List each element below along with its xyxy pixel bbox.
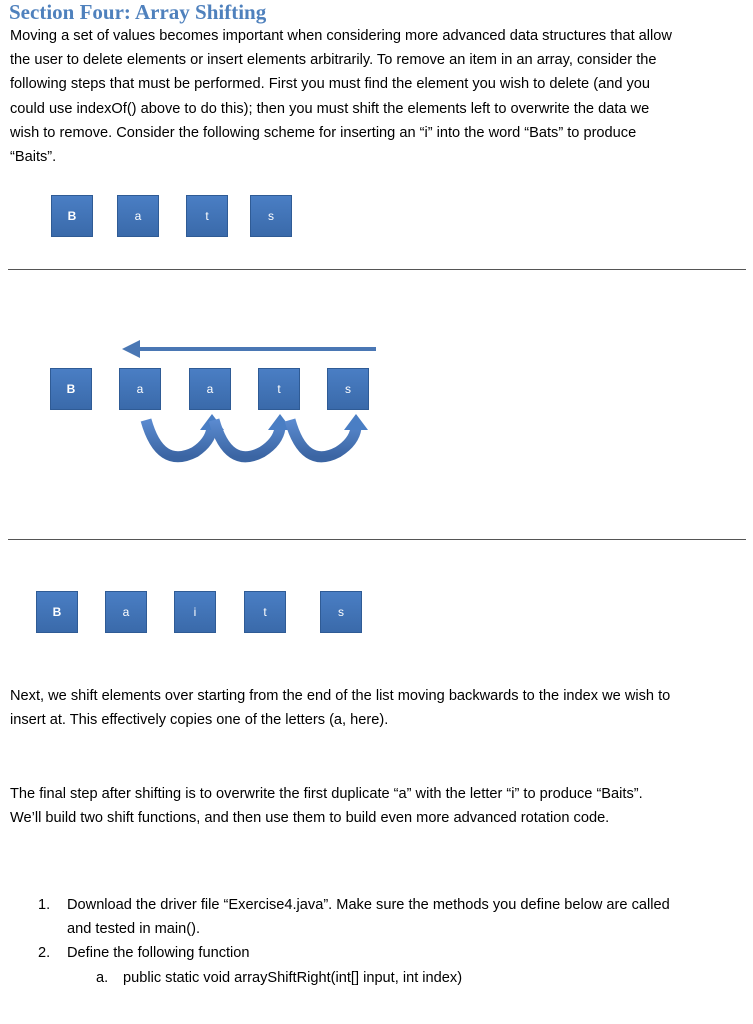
array-cell: s (327, 368, 369, 410)
function-signature: public static void arrayShiftRight(int[] input, int index) (123, 970, 463, 986)
curved-arrow-icon (214, 414, 292, 457)
array-cell: B (50, 368, 92, 410)
array-cell: a (189, 368, 231, 410)
left-arrow-icon (122, 340, 376, 358)
list-item-text: Define the following function (67, 945, 250, 961)
intro-line: Moving a set of values becomes important when considering more advanced data structures that allow (10, 28, 672, 44)
array-cell: s (320, 591, 362, 633)
shift-paragraph (10, 684, 745, 732)
intro-line: wish to remove. Consider the following scheme for inserting an “i” into the word “Bats” to produce (10, 124, 637, 141)
sublist-letter: a. (96, 970, 109, 986)
intro-line: “Baits”. (10, 149, 57, 166)
array-cell: a (105, 591, 147, 633)
paragraph-line: We’ll build two shift functions, and then use them to build even more advanced rotation code. (10, 810, 610, 827)
list-number: 1. (38, 897, 51, 913)
array-cell: i (174, 591, 216, 633)
divider-line (8, 539, 746, 540)
list-item-text: Download the driver file “Exercise4.java”. Make sure the methods you define below are called (67, 897, 670, 913)
intro-line: following steps that must be performed. First you must find the element you wish to delete (and you (10, 76, 651, 93)
paragraph-line: Next, we shift elements over starting from the end of the list moving backwards to the index we wish to (10, 688, 671, 704)
paragraph-line: The final step after shifting is to overwrite the first duplicate “a” with the letter “i” to produce “Baits”. (10, 786, 643, 802)
array-cell: s (250, 195, 292, 237)
intro-line: could use indexOf() above to do this); then you must shift the elements left to overwrite the data we (10, 100, 650, 117)
array-cell: t (244, 591, 286, 633)
array-cell: B (51, 195, 93, 237)
curved-arrow-icon (146, 414, 224, 457)
paragraph-line: insert at. This effectively copies one of the letters (a, here). (10, 712, 389, 729)
section-heading: Section Four: Array Shifting (9, 0, 267, 24)
curved-arrow-icon (290, 414, 368, 457)
array-cell: a (117, 195, 159, 237)
list-item-text: and tested in main(). (67, 921, 201, 937)
intro-line: the user to delete elements or insert elements arbitrarily. To remove an item in an array, consider the (10, 52, 657, 69)
array-cell: t (186, 195, 228, 237)
final-step-paragraph (10, 782, 745, 830)
array-cell: t (258, 368, 300, 410)
array-cell: B (36, 591, 78, 633)
list-number: 2. (38, 945, 51, 961)
array-cell: a (119, 368, 161, 410)
